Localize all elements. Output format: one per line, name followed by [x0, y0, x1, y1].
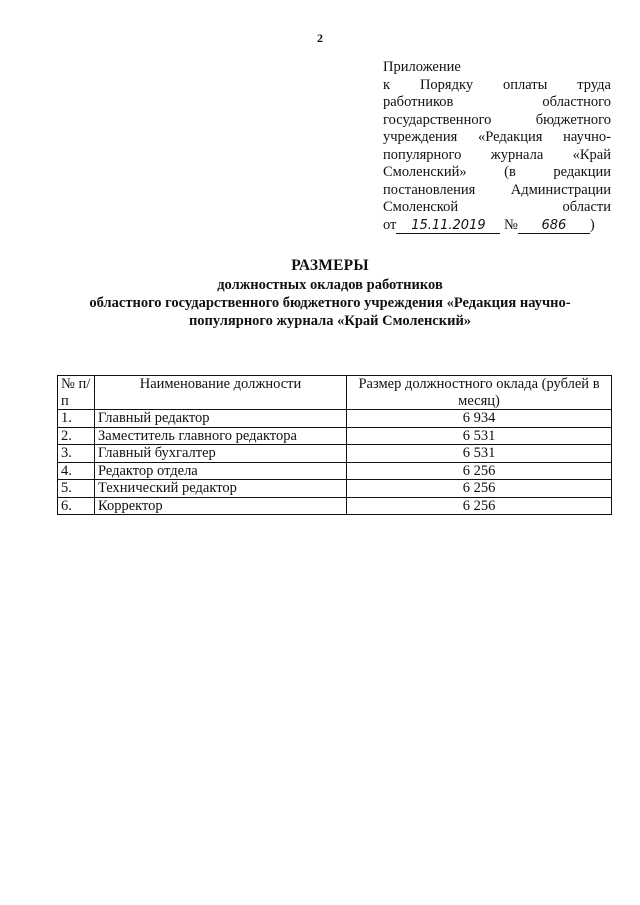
appendix-line: Смоленский» (в редакции — [383, 164, 611, 180]
table-row — [58, 497, 612, 515]
row-salary: 6 256 — [347, 497, 612, 515]
table-row — [58, 445, 612, 463]
row-salary: 6 256 — [347, 462, 612, 480]
table-row — [58, 462, 612, 480]
handwritten-number: 686 — [518, 218, 590, 234]
row-number: 6. — [58, 497, 95, 515]
header-salary: Размер должностного оклада (рублей в месяц) — [347, 376, 612, 410]
row-salary: 6 531 — [347, 445, 612, 463]
from-prefix: от — [383, 216, 397, 233]
row-salary: 6 934 — [347, 410, 612, 428]
row-position: Главный бухгалтер — [95, 445, 347, 463]
appendix-line: учреждения «Редакция научно- — [383, 129, 611, 145]
page-number: 2 — [317, 31, 323, 45]
appendix-line: постановления Администрации — [383, 181, 611, 198]
row-salary: 6 256 — [347, 480, 612, 498]
row-number: 1. — [58, 410, 95, 428]
table-row — [58, 410, 612, 428]
header-number: № п/п — [58, 376, 95, 410]
title-line: популярного журнала «Край Смоленский» — [188, 313, 472, 329]
close-paren: ) — [589, 216, 595, 233]
table-header-row — [58, 376, 612, 410]
header-position: Наименование должности — [95, 376, 347, 410]
appendix-line: государственного бюджетного — [383, 111, 611, 128]
appendix-line: популярного журнала «Край — [383, 146, 611, 163]
document-title — [60, 256, 600, 330]
appendix-line: Приложение — [383, 59, 461, 75]
title-line: должностных окладов работников — [217, 277, 443, 293]
title-line: областного государственного бюджетного учреждения «Редакция научно- — [89, 295, 571, 311]
handwritten-date: 15.11.2019 — [396, 218, 500, 234]
row-position: Главный редактор — [95, 410, 347, 428]
row-position: Технический редактор — [95, 480, 347, 498]
appendix-line: к Порядку оплаты труда — [383, 76, 611, 93]
salary-table — [57, 375, 612, 515]
row-position: Редактор отдела — [95, 462, 347, 480]
appendix-block — [383, 59, 611, 234]
appendix-date-line — [383, 217, 611, 235]
row-position: Заместитель главного редактора — [95, 427, 347, 445]
row-number: 2. — [58, 427, 95, 445]
number-prefix: № — [504, 216, 518, 233]
appendix-line: Смоленской области — [383, 199, 611, 215]
appendix-line: работников областного — [383, 94, 611, 110]
table-row — [58, 427, 612, 445]
title-main: РАЗМЕРЫ — [291, 257, 369, 274]
table-row — [58, 480, 612, 498]
row-position: Корректор — [95, 497, 347, 515]
row-number: 5. — [58, 480, 95, 498]
row-salary: 6 531 — [347, 427, 612, 445]
row-number: 3. — [58, 445, 95, 463]
row-number: 4. — [58, 462, 95, 480]
